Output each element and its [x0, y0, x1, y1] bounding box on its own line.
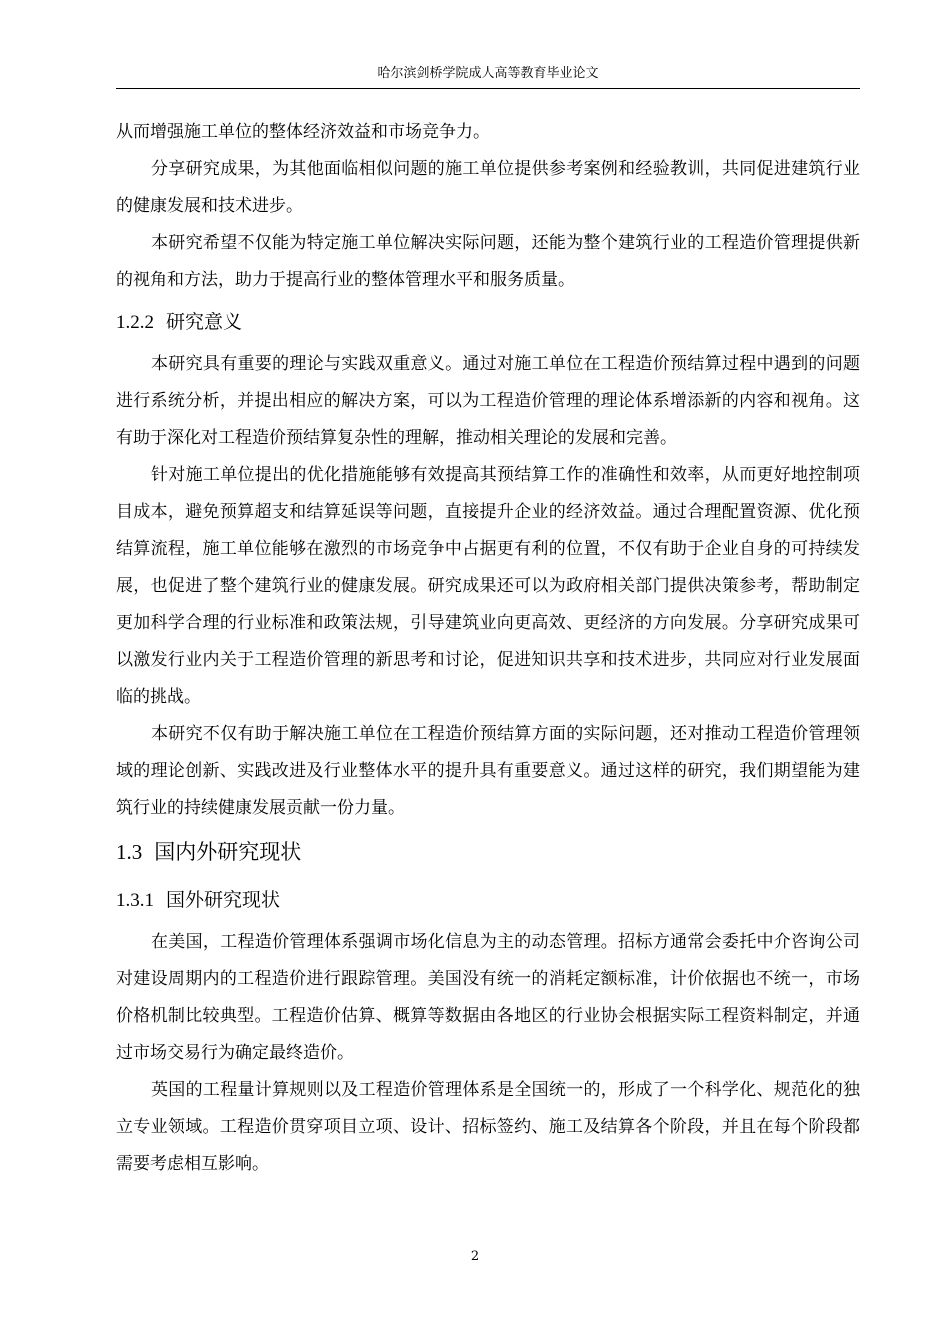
- page-body: [116, 114, 860, 1183]
- section-title: 研究意义: [166, 311, 243, 333]
- section-number: 1.3: [116, 840, 143, 864]
- header-rule: [116, 88, 860, 89]
- paragraph: 本研究不仅有助于解决施工单位在工程造价预结算方面的实际问题，还对推动工程造价管理领域的理论创新、实践改进及行业整体水平的提升具有重要意义。通过这样的研究，我们期望能为建筑行业的持续健康发展贡献一份力量。: [116, 724, 860, 818]
- paragraph: 从而增强施工单位的整体经济效益和市场竞争力。: [116, 122, 490, 142]
- paragraph: 分享研究成果，为其他面临相似问题的施工单位提供参考案例和经验教训，共同促进建筑行业的健康发展和技术进步。: [116, 159, 860, 216]
- paragraph: 英国的工程量计算规则以及工程造价管理体系是全国统一的，形成了一个科学化、规范化的独立专业领域。工程造价贯穿项目立项、设计、招标签约、施工及结算各个阶段，并且在每个阶段都需要考虑相互影响。: [116, 1080, 860, 1174]
- section-title: 国内外研究现状: [154, 840, 302, 864]
- section-heading-1-3-1: [116, 877, 860, 924]
- section-heading-1-3: [116, 827, 860, 877]
- section-title: 国外研究现状: [166, 889, 281, 911]
- paragraph: 本研究具有重要的理论与实践双重意义。通过对施工单位在工程造价预结算过程中遇到的问题进行系统分析，并提出相应的解决方案，可以为工程造价管理的理论体系增添新的内容和视角。这有助于深化对工程造价预结算复杂性的理解，推动相关理论的发展和完善。: [116, 354, 860, 448]
- running-header: 哈尔滨剑桥学院成人高等教育毕业论文: [377, 66, 599, 81]
- page-number: 2: [470, 1249, 480, 1264]
- paragraph: 本研究希望不仅能为特定施工单位解决实际问题，还能为整个建筑行业的工程造价管理提供新的视角和方法，助力于提高行业的整体管理水平和服务质量。: [116, 233, 860, 290]
- paragraph: 针对施工单位提出的优化措施能够有效提高其预结算工作的准确性和效率，从而更好地控制项目成本，避免预算超支和结算延误等问题，直接提升企业的经济效益。通过合理配置资源、优化预结算流程，施工单位能够在激烈的市场竞争中占据更有利的位置，不仅有助于企业自身的可持续发展，也促进了整个建筑行业的健康发展。研究成果还可以为政府相关部门提供决策参考，帮助制定更加科学合理的行业标准和政策法规，引导建筑业向更高效、更经济的方向发展。分享研究成果可以激发行业内关于工程造价管理的新思考和讨论，促进知识共享和技术进步，共同应对行业发展面临的挑战。: [116, 465, 860, 707]
- paragraph: 在美国，工程造价管理体系强调市场化信息为主的动态管理。招标方通常会委托中介咨询公司对建设周期内的工程造价进行跟踪管理。美国没有统一的消耗定额标准，计价依据也不统一，市场价格机制比较典型。工程造价估算、概算等数据由各地区的行业协会根据实际工程资料制定，并通过市场交易行为确定最终造价。: [116, 932, 860, 1063]
- section-heading-1-2-2: [116, 299, 860, 346]
- section-number: 1.3.1: [116, 890, 154, 911]
- section-number: 1.2.2: [116, 312, 154, 333]
